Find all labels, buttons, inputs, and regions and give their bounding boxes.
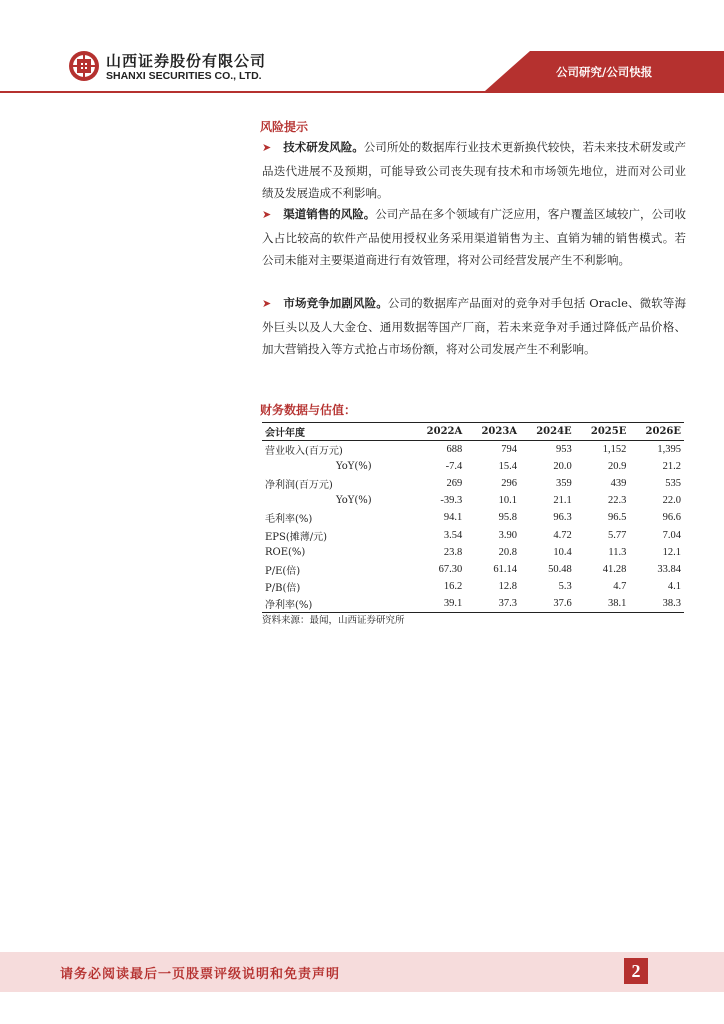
risk-item-title: 技术研发风险。 (283, 140, 364, 154)
risk-item-text: 公司的数据库产品面对的竞争对手包括 Oracle、微软等海外巨头以及人大金仓、通用数据等国产厂商，若未来竞争对手通过降低产品价格、加大营销投入等方式抢占市场份额，将对公司发展产生不利影响。 (262, 296, 686, 356)
table-cell: 33.84 (657, 563, 681, 575)
table-cell: 21.2 (662, 461, 681, 473)
column-header: 会计年度 (262, 423, 410, 441)
row-label: 净利润(百万元) (265, 480, 333, 492)
row-label: 营业收入(百万元) (265, 446, 343, 458)
column-header: 2024E (520, 423, 575, 441)
risk-item-text: 公司所处的数据库行业技术更新换代较快，若未来技术研发或产品迭代进展不及预期，可能导致公司丧失现有技术和市场领先地位，进而对公司业绩及发展造成不利影响。 (262, 140, 687, 200)
table-row (262, 509, 684, 526)
arrow-bullet-icon: ➤ (262, 208, 272, 221)
arrow-bullet-icon: ➤ (262, 141, 272, 154)
column-header: 2026E (629, 423, 684, 441)
row-label: ROE(%) (265, 546, 306, 558)
table-cell: -39.3 (440, 495, 463, 507)
table-cell: 10.1 (498, 495, 518, 507)
company-logo-icon (68, 50, 100, 82)
table-cell: 4.72 (553, 529, 572, 541)
table-row (262, 475, 684, 492)
page-number: 2 (624, 958, 648, 984)
financials-section-title: 财务数据与估值： (260, 403, 357, 417)
row-label: YoY(%) (336, 495, 372, 507)
risk-section-title: 风险提示 (260, 120, 309, 134)
table-cell: 269 (446, 478, 463, 490)
table-cell: 50.48 (548, 563, 572, 575)
table-cell: 12.1 (662, 546, 681, 558)
table-cell: 96.5 (607, 512, 627, 524)
report-type-label: 公司研究/公司快报 (556, 65, 653, 79)
table-cell: 38.1 (575, 595, 630, 613)
table-row (262, 458, 684, 475)
table-row (262, 492, 684, 509)
table-cell: 37.6 (520, 595, 575, 613)
company-name-cn: 山西证券股份有限公司 (106, 52, 267, 70)
company-name-en: SHANXI SECURITIES CO., LTD. (106, 70, 262, 82)
table-cell: 20.9 (607, 461, 627, 473)
table-cell: -7.4 (445, 461, 463, 473)
table-cell: 39.1 (410, 595, 465, 613)
row-label: YoY(%) (336, 461, 372, 473)
table-cell: 535 (665, 478, 681, 490)
table-cell: 96.6 (662, 512, 681, 524)
table-cell: 95.8 (498, 512, 518, 524)
table-cell: 5.3 (558, 580, 572, 592)
table-cell: 67.30 (438, 563, 463, 575)
table-cell: 20.8 (498, 546, 518, 558)
row-label: P/E(倍) (265, 565, 301, 577)
risk-item-title: 市场竞争加剧风险。 (283, 296, 388, 310)
table-cell: 10.4 (553, 546, 572, 558)
table-cell: 22.3 (607, 495, 627, 507)
table-row (262, 561, 684, 578)
table-cell: 5.77 (607, 529, 627, 541)
column-header: 2025E (575, 423, 630, 441)
table-cell: 4.7 (613, 580, 627, 592)
risk-item-title: 渠道销售的风险。 (283, 207, 376, 221)
arrow-bullet-icon: ➤ (262, 297, 272, 310)
table-cell: 37.3 (465, 595, 520, 613)
table-cell: 11.3 (608, 546, 627, 558)
table-cell: 23.8 (443, 546, 463, 558)
risk-item-competition (262, 292, 686, 361)
table-cell: 7.04 (662, 529, 681, 541)
column-header: 2023A (465, 423, 520, 441)
table-row (262, 544, 684, 561)
table-cell: 794 (501, 444, 518, 456)
table-cell: 12.8 (498, 580, 518, 592)
table-cell: 359 (555, 478, 572, 490)
row-label: P/B(倍) (265, 582, 301, 594)
table-cell: 3.54 (443, 529, 463, 541)
financials-table (262, 422, 684, 613)
footer-disclaimer: 请务必阅读最后一页股票评级说明和免责声明 (60, 967, 341, 982)
data-source-note: 资料来源：最闻，山西证券研究所 (262, 615, 405, 626)
table-row (262, 595, 684, 613)
table-cell: 61.14 (493, 563, 518, 575)
table-row (262, 526, 684, 543)
table-cell: 94.1 (443, 512, 463, 524)
row-label: 净利率(%) (262, 595, 410, 613)
table-header-row (262, 423, 684, 441)
risk-item-channel (262, 203, 686, 272)
table-row (262, 578, 684, 595)
table-cell: 15.4 (498, 461, 518, 473)
table-cell: 96.3 (553, 512, 572, 524)
table-cell: 688 (446, 444, 463, 456)
table-cell: 4.1 (667, 580, 681, 592)
row-label: 毛利率(%) (265, 514, 313, 526)
row-label: EPS(摊薄/元) (265, 531, 328, 543)
table-cell: 439 (610, 478, 627, 490)
table-cell: 20.0 (553, 461, 572, 473)
page-header (0, 0, 724, 96)
table-cell: 41.28 (602, 563, 627, 575)
table-cell: 22.0 (662, 495, 681, 507)
table-cell: 3.90 (498, 529, 518, 541)
table-cell: 21.1 (553, 495, 572, 507)
table-cell: 1,395 (657, 444, 681, 456)
risk-item-text: 公司产品在多个领域有广泛应用，客户覆盖区域较广，公司收入占比较高的软件产品使用授权业务采用渠道销售为主、直销为辅的销售模式。若公司未能对主要渠道商进行有效管理，将对公司经营发展产生不利影响。 (262, 207, 687, 267)
table-cell: 953 (555, 444, 572, 456)
column-header: 2022A (410, 423, 465, 441)
table-row (262, 441, 684, 459)
risk-item-tech (262, 136, 686, 205)
table-cell: 16.2 (443, 580, 463, 592)
table-cell: 1,152 (602, 444, 627, 456)
table-cell: 296 (501, 478, 518, 490)
header-divider (0, 91, 724, 93)
table-cell: 38.3 (629, 595, 684, 613)
